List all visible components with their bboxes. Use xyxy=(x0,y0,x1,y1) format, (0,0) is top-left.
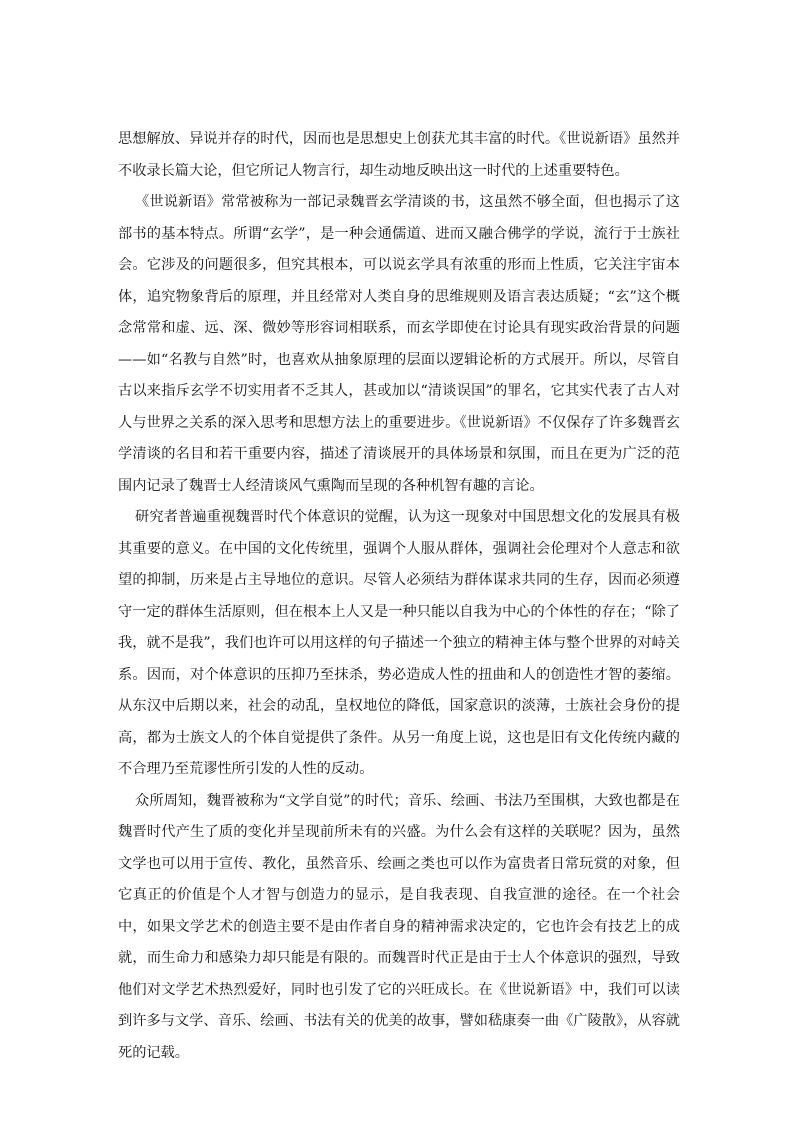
paragraph-4: 众所周知，魏晋被称为“文学自觉”的时代；音乐、绘画、书法乃至围棋，大致也都是在魏晋时代产生了质的变化并呈现前所未有的兴盛。为什么会有这样的关联呢？因为，虽然文学也可以用于宣传、教化，虽然音乐、绘画之类也可以作为富贵者日常玩赏的对象，但它真正的价值是个人才智与创造力的显示，是自我表现、自我宣泄的途径。在一个社会中，如果文学艺术的创造主要不是由作者自身的精神需求决定的，它也许会有技艺上的成就，而生命力和感染力却只能是有限的。而魏晋时代正是由于士人个体意识的强烈，导致他们对文学艺术热烈爱好，同时也引发了它的兴旺成长。在《世说新语》中，我们可以读到许多与文学、音乐、绘画、书法有关的优美的故事，譬如嵇康奏一曲《广陵散》，从容就死的记载。 xyxy=(118,792,680,1061)
document-body xyxy=(118,124,680,1069)
paragraph-3: 研究者普遍重视魏晋时代个体意识的觉醒，认为这一现象对中国思想文化的发展具有极其重要的意义。在中国的文化传统里，强调个人服从群体，强调社会伦理对个人意志和欲望的抑制，历来是占主导地位的意识。尽管人必须结为群体谋求共同的生存，因而必须遵守一定的群体生活原则，但在根本上人又是一种只能以自我为中心的个体性的存在；“除了我，就不是我”，我们也许可以用这样的句子描述一个独立的精神主体与整个世界的对峙关系。因而，对个体意识的压抑乃至抹杀，势必造成人性的扭曲和人的创造性才智的萎缩。从东汉中后期以来，社会的动乱，皇权地位的降低，国家意识的淡薄，士族社会身份的提高，都为士族文人的个体自觉提供了条件。从另一角度上说，这也是旧有文化传统内藏的不合理乃至荒谬性所引发的人性的反动。 xyxy=(118,509,680,777)
paragraph-1: 思想解放、异说并存的时代，因而也是思想史上创获尤其丰富的时代。《世说新语》虽然并不收录长篇大论，但它所记人物言行，却生动地反映出这一时代的上述重要特色。 xyxy=(118,131,680,179)
paragraph-2: 《世说新语》常常被称为一部记录魏晋玄学清谈的书，这虽然不够全面，但也揭示了这部书的基本特点。所谓“玄学”，是一种会通儒道、进而又融合佛学的学说，流行于士族社会。它涉及的问题很多，但究其根本，可以说玄学具有浓重的形而上性质，它关注宇宙本体，追究物象背后的原理，并且经常对人类自身的思维规则及语言表达质疑；“玄”这个概念常常和虚、远、深、微妙等形容词相联系，而玄学即使在讨论具有现实政治背景的问题——如“名教与自然”时，也喜欢从抽象原理的层面以逻辑论析的方式展开。所以，尽管自古以来指斥玄学不切实用者不乏其人，甚或加以“清谈误国”的罪名，它其实代表了古人对人与世界之关系的深入思考和思想方法上的重要进步。《世说新语》不仅保存了许多魏晋玄学清谈的名目和若干重要内容，描述了清谈展开的具体场景和氛围，而且在更为广泛的范围内记录了魏晋士人经清谈风气熏陶而呈现的各种机智有趣的言论。 xyxy=(118,194,680,494)
